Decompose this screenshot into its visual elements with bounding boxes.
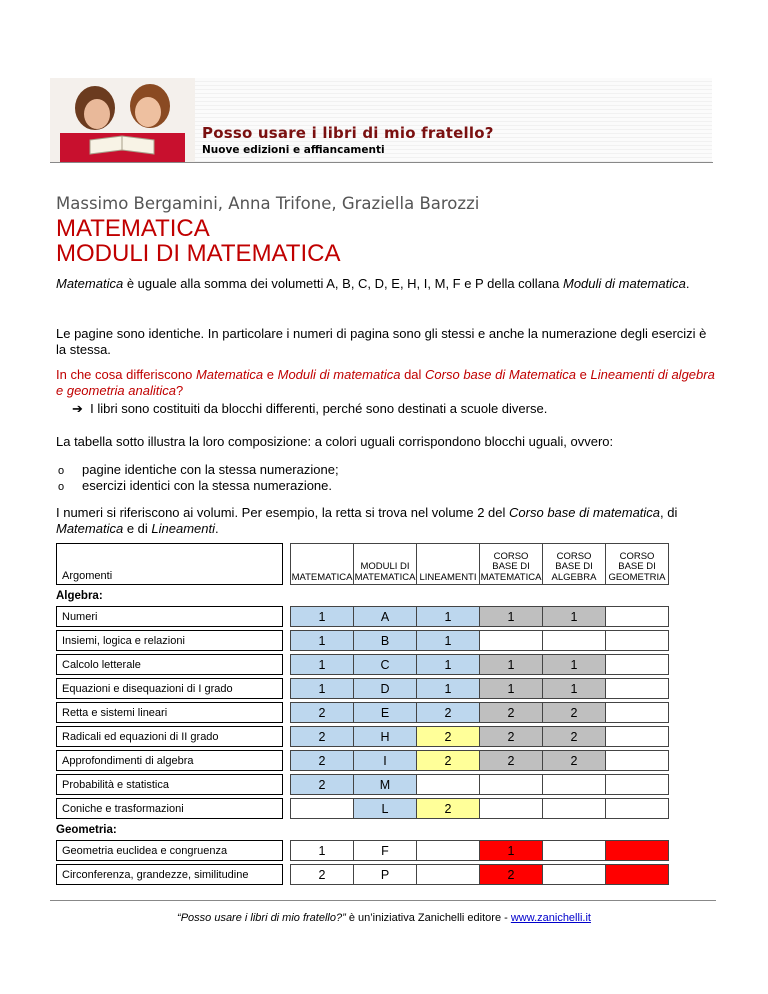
section-row — [56, 822, 669, 837]
table-cell — [543, 798, 606, 819]
header-banner — [50, 78, 712, 162]
banner-title: Posso usare i libri di mio fratello? — [202, 124, 494, 142]
q-g: e — [576, 367, 591, 382]
table-cell: A — [354, 606, 417, 627]
table-row — [56, 702, 669, 723]
bullet-marker: o — [58, 481, 65, 493]
row-label: Retta e sistemi lineari — [56, 702, 283, 723]
table-cell — [543, 630, 606, 651]
q-i: ? — [175, 383, 184, 398]
table-cell — [480, 798, 543, 819]
bullet-text: pagine identiche con la stessa numerazione; — [82, 462, 339, 477]
section-row — [56, 588, 669, 603]
table-cell: F — [354, 840, 417, 861]
row-label: Radicali ed equazioni di II grado — [56, 726, 283, 747]
title-matematica: MATEMATICA — [56, 215, 210, 242]
answer-line — [72, 401, 547, 417]
q-f: Corso base di Matematica — [425, 367, 577, 382]
column-header — [543, 543, 606, 585]
footer-quote: “Posso usare i libri di mio fratello?” — [177, 912, 346, 924]
column-header-line: ALGEBRA — [551, 571, 597, 583]
table-cell — [543, 864, 606, 885]
section-title: Geometria: — [56, 823, 117, 836]
table-cell — [606, 726, 669, 747]
row-label: Circonferenza, grandezze, similitudine — [56, 864, 283, 885]
row-label: Probabilità e statistica — [56, 774, 283, 795]
table-cell: 2 — [543, 702, 606, 723]
table-cell: 1 — [417, 606, 480, 627]
table-cell — [606, 774, 669, 795]
table-cell: 2 — [543, 726, 606, 747]
table-cell: 2 — [290, 750, 354, 771]
table-cell — [417, 774, 480, 795]
bullet-marker: o — [58, 465, 65, 477]
table-cell: 1 — [290, 654, 354, 675]
section-title: Algebra: — [56, 589, 103, 602]
table-cell — [606, 654, 669, 675]
table-cell: 2 — [290, 726, 354, 747]
pages-paragraph: Le pagine sono identiche. In particolare i numeri di pagina sono gli stessi e anche la numerazione degli esercizi è la stessa. — [56, 326, 707, 357]
table-cell: 1 — [543, 678, 606, 699]
column-header-line: MATEMATICA — [480, 571, 542, 583]
bullet-text: esercizi identici con la stessa numerazione. — [82, 478, 333, 493]
table-cell: 2 — [417, 750, 480, 771]
p4-text2: , di — [660, 505, 678, 520]
table-cell: 1 — [480, 654, 543, 675]
table-cell — [606, 864, 669, 885]
table-cell: 1 — [480, 840, 543, 861]
table-cell: C — [354, 654, 417, 675]
banner-subtitle: Nuove edizioni e affiancamenti — [202, 144, 385, 156]
table-cell: 1 — [417, 678, 480, 699]
table-cell: L — [354, 798, 417, 819]
table-cell — [606, 630, 669, 651]
column-header — [290, 543, 354, 585]
q-h: Lineamenti di algebra e geometria analitica — [56, 367, 715, 398]
p4-it2: Matematica — [56, 521, 124, 536]
footer-text: è un’iniziativa Zanichelli editore - — [345, 912, 511, 924]
column-header-line: BASE DI — [618, 561, 656, 572]
table-cell: 1 — [543, 606, 606, 627]
column-header-line: MODULI DI — [360, 561, 410, 572]
table-cell: H — [354, 726, 417, 747]
row-label: Insiemi, logica e relazioni — [56, 630, 283, 651]
table-cell: 1 — [480, 678, 543, 699]
intro-paragraph — [56, 276, 716, 292]
answer-text: I libri sono costituiti da blocchi differenti, perché sono destinati a scuole diverse. — [90, 401, 548, 416]
footer-divider — [50, 900, 716, 901]
column-header-line: BASE DI — [492, 561, 530, 572]
table-cell — [543, 840, 606, 861]
table-cell: 2 — [480, 750, 543, 771]
table-cell: 2 — [480, 726, 543, 747]
banner-divider — [50, 162, 713, 163]
bullet-item — [58, 462, 339, 477]
table-row — [56, 798, 669, 819]
table-cell: 2 — [417, 726, 480, 747]
table-cell: I — [354, 750, 417, 771]
p4-it1: Corso base di matematica — [509, 505, 661, 520]
arrow-icon: ➔ — [72, 401, 83, 416]
row-label: Approfondimenti di algebra — [56, 750, 283, 771]
table-cell: 1 — [417, 654, 480, 675]
table-intro-paragraph: La tabella sotto illustra la loro composizione: a colori uguali corrispondono blocchi uguali, ovvero: — [56, 434, 614, 449]
table-cell: 2 — [290, 702, 354, 723]
table-row — [56, 774, 669, 795]
table-cell — [290, 798, 354, 819]
p4-text4: . — [215, 521, 219, 536]
column-header-line: CORSO — [493, 550, 529, 562]
row-label: Calcolo letterale — [56, 654, 283, 675]
table-cell: 1 — [480, 606, 543, 627]
table-cell: 2 — [290, 774, 354, 795]
title-moduli: MODULI DI MATEMATICA — [56, 240, 341, 267]
volumes-paragraph — [56, 505, 716, 537]
authors: Massimo Bergamini, Anna Trifone, Graziella Barozzi — [56, 194, 480, 213]
table-cell: D — [354, 678, 417, 699]
row-label: Coniche e trasformazioni — [56, 798, 283, 819]
table-cell: 1 — [290, 840, 354, 861]
table-cell: 2 — [417, 702, 480, 723]
table-cell — [606, 606, 669, 627]
table-cell — [606, 798, 669, 819]
column-header-line: GEOMETRIA — [608, 571, 666, 583]
table-cell — [480, 774, 543, 795]
table-cell: 2 — [543, 750, 606, 771]
column-header-line: MATEMATICA — [354, 571, 416, 583]
table-row — [56, 630, 669, 651]
table-row — [56, 654, 669, 675]
table-cell: P — [354, 864, 417, 885]
column-header-line: LINEAMENTI — [419, 571, 477, 583]
table-row — [56, 840, 669, 861]
header-argomenti: Argomenti — [56, 543, 283, 585]
p4-text3: e di — [123, 521, 152, 536]
column-header — [417, 543, 480, 585]
q-d: Moduli di matematica — [277, 367, 401, 382]
table-cell — [606, 750, 669, 771]
children-reading-photo — [50, 78, 195, 162]
table-cell: 1 — [290, 630, 354, 651]
table-row — [56, 726, 669, 747]
q-b: Matematica — [195, 367, 264, 382]
table-cell: M — [354, 774, 417, 795]
table-cell — [606, 678, 669, 699]
column-header-line: CORSO — [619, 550, 655, 562]
table-cell: 1 — [290, 606, 354, 627]
table-cell: 1 — [543, 654, 606, 675]
table-cell: 2 — [417, 798, 480, 819]
row-label: Equazioni e disequazioni di I grado — [56, 678, 283, 699]
table-cell: 2 — [480, 702, 543, 723]
zanichelli-link[interactable]: www.zanichelli.it — [510, 912, 591, 924]
table-header-row — [56, 543, 669, 585]
q-a: In che cosa differiscono — [56, 367, 196, 382]
question-heading — [56, 367, 716, 399]
table-cell — [480, 630, 543, 651]
row-label: Numeri — [56, 606, 283, 627]
table-cell — [606, 840, 669, 861]
intro-text2: . — [685, 276, 690, 291]
table-row — [56, 678, 669, 699]
table-row — [56, 606, 669, 627]
p4-text1: I numeri si riferiscono ai volumi. Per esempio, la retta si trova nel volume 2 del — [56, 505, 510, 520]
q-c: e — [263, 367, 278, 382]
q-e: dal — [400, 367, 426, 382]
column-header-line: CORSO — [556, 550, 592, 562]
table-cell: B — [354, 630, 417, 651]
intro-it1: Matematica — [56, 276, 124, 291]
table-row — [56, 750, 669, 771]
row-label: Geometria euclidea e congruenza — [56, 840, 283, 861]
column-header-line: BASE DI — [555, 561, 593, 572]
table-cell: 2 — [480, 864, 543, 885]
table-row — [56, 864, 669, 885]
p4-it3: Lineamenti — [151, 521, 215, 536]
table-cell — [543, 774, 606, 795]
intro-it2: Moduli di matematica — [563, 276, 686, 291]
intro-text1: è uguale alla somma dei volumetti A, B, C, D, E, H, I, M, F e P della collana — [123, 276, 563, 291]
table-cell: E — [354, 702, 417, 723]
table-cell — [417, 840, 480, 861]
bullet-item — [58, 478, 332, 493]
column-header — [480, 543, 543, 585]
column-header — [354, 543, 417, 585]
column-header-line: MATEMATICA — [291, 571, 353, 583]
table-cell: 1 — [417, 630, 480, 651]
table-cell: 2 — [290, 864, 354, 885]
table-cell: 1 — [290, 678, 354, 699]
composition-table — [56, 540, 669, 888]
table-cell — [417, 864, 480, 885]
table-cell — [606, 702, 669, 723]
footer — [0, 912, 768, 924]
column-header — [606, 543, 669, 585]
